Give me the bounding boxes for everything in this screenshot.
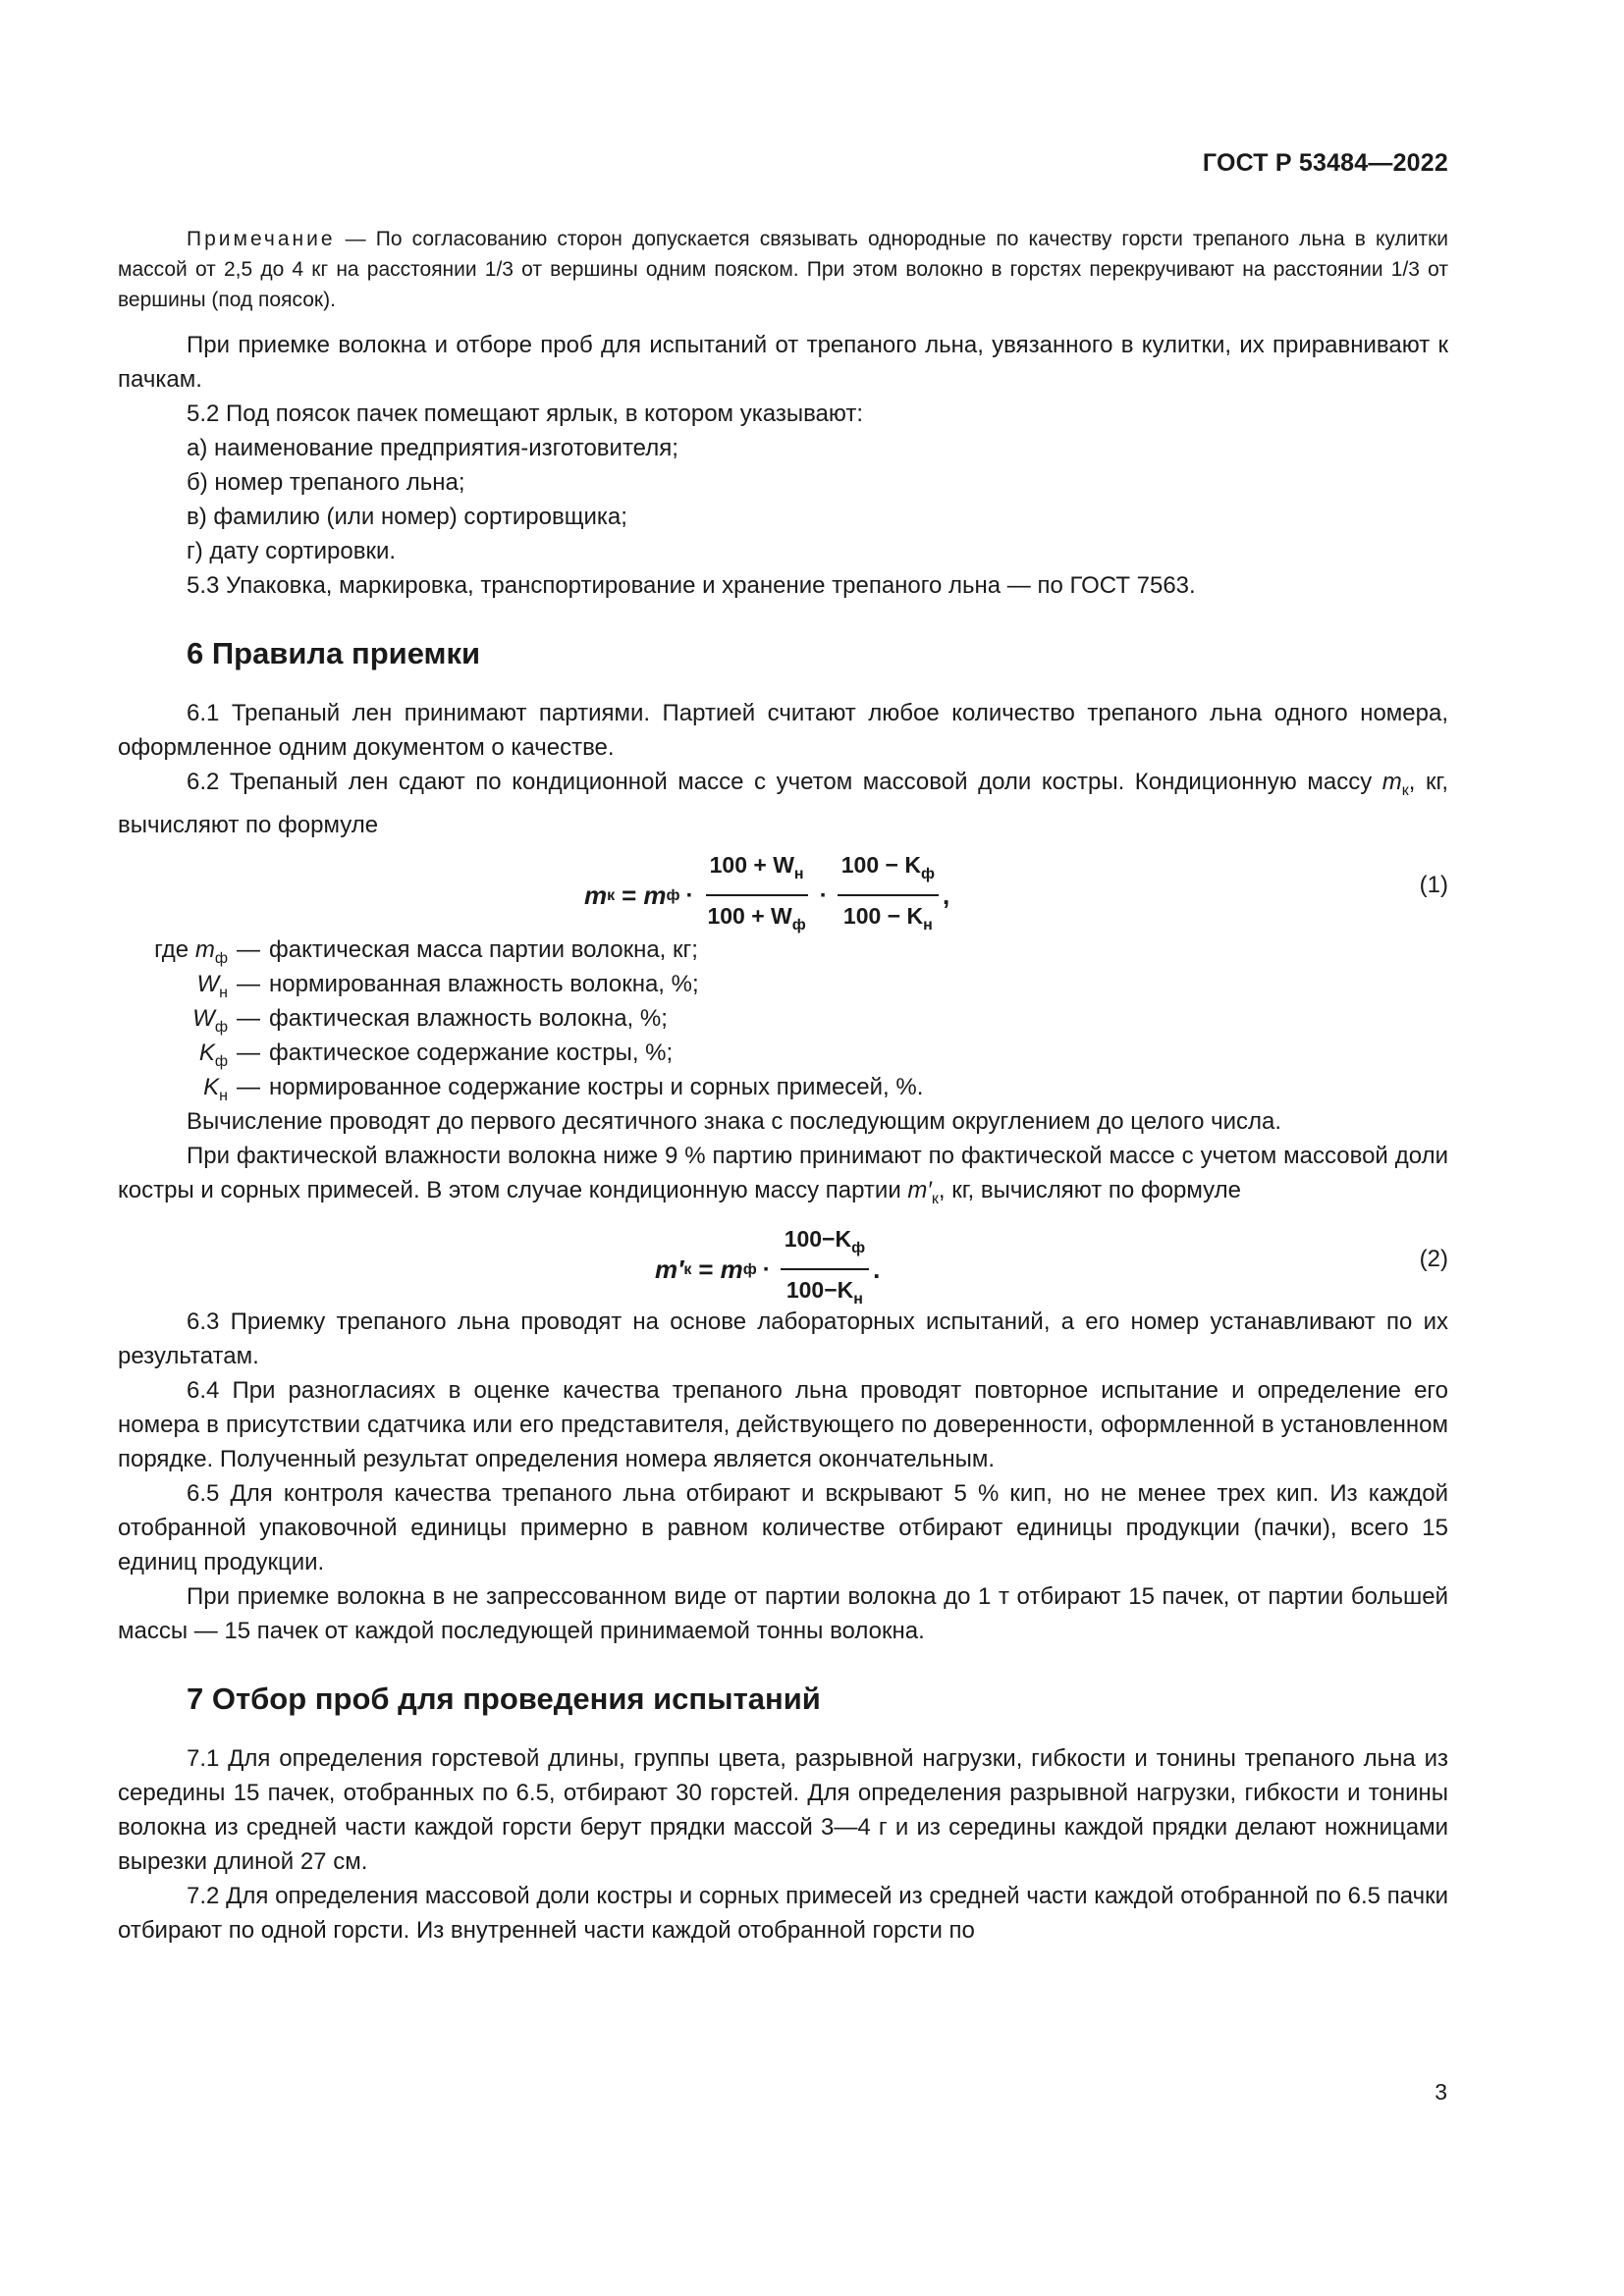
- formula-subscript: ф: [851, 1240, 866, 1256]
- formula-subscript: н: [853, 1291, 863, 1308]
- paragraph-7-1: 7.1 Для определения горстевой длины, группы цвета, разрывной нагрузки, гибкости и тонины трепаного льна из середины 15 пачек, отобранных по 6.5, отбирают 30 горстей. Для определения разрывной нагрузки, гибкости и тонины волокна из средней части каждой горсти берут прядки массой 3—4 г и из середины каждой прядки делают ножницами вырезки длиной 27 см.: [118, 1745, 1448, 1875]
- formula-symbol: m: [720, 1254, 743, 1284]
- paragraph-humidity: При фактической влажности волокна ниже 9 % партию принимают по фактической массе с учетом массовой доли костры и сорных примесей. В этом случае кондиционную массу партии $m'_к$, кг, вычисляют по формуле: [118, 1143, 1448, 1207]
- definition-symbol: K: [203, 1074, 220, 1100]
- fraction-numerator: 100−K: [784, 1226, 852, 1252]
- definition-row: $K_н$ — нормированное содержание костры и сорных примесей, %.: [118, 1070, 1448, 1104]
- fraction-numerator: 100 − K: [840, 852, 921, 878]
- variable-definitions: [118, 933, 1448, 1104]
- definition-symbol: W: [196, 971, 220, 997]
- note-text: — По согласованию сторон допускается связывать однородные по качеству горсти трепаного льна в кулитки массой от 2,5 до 4 кг на расстоянии 1/3 от вершины одним пояском. При этом волокно в горстях перекручивают на расстоянии 1/3 от вершины (под поясок).: [118, 228, 1448, 311]
- paragraph-6-2-text: 6.2 Трепаный лен сдают по кондиционной массе с учетом массовой доли костры. Кондиционную массу: [187, 769, 1373, 795]
- definition-text: фактическая масса партии волокна, кг;: [269, 936, 698, 963]
- definition-lead: где: [154, 936, 195, 963]
- definition-subscript: ф: [214, 1019, 228, 1036]
- definition-row: $K_ф$ — фактическое содержание костры, %;: [118, 1036, 1448, 1070]
- formula-subscript: к: [683, 1260, 692, 1278]
- definition-text: фактическая влажность волокна, %;: [269, 1005, 668, 1032]
- list-item: б) номер трепаного льна;: [187, 469, 465, 496]
- definition-subscript: н: [219, 1088, 228, 1104]
- note-label: Примечание: [187, 228, 336, 250]
- formula-equals: =: [698, 1254, 714, 1284]
- definition-symbol: m: [194, 936, 215, 963]
- fraction-kostra-2: [781, 1222, 869, 1316]
- fraction-numerator: 100 + W: [709, 852, 794, 878]
- list-item: а) наименование предприятия-изготовителя;: [187, 435, 678, 461]
- paragraph-7-2: 7.2 Для определения массовой доли костры и сорных примесей из средней части каждой отобранной по 6.5 пачки отбирают по одной горсти. Из внутренней части каждой отобранной горсти по: [118, 1883, 1448, 1944]
- definition-subscript: н: [219, 985, 228, 1001]
- fraction-humidity: [703, 848, 809, 942]
- formula-1: [118, 842, 1448, 934]
- paragraph-kulitki: При приемке волокна и отборе проб для испытаний от трепаного льна, увязанного в кулитки, их приравнивают к пачкам.: [118, 332, 1448, 393]
- paragraph-6-2: 6.2 Трепаный лен сдают по кондиционной массе с учетом массовой доли костры. Кондиционную массу $m_к$, кг, вычисляют по формуле: [118, 769, 1449, 838]
- page-number: 3: [1435, 2079, 1447, 2105]
- formula-equals: =: [622, 880, 637, 910]
- fraction-kostra: [838, 848, 939, 942]
- list-item: в) фамилию (или номер) сортировщика;: [187, 504, 627, 530]
- formula-1-expression: m к = m ф · $\frac{100 + W_н}{100 + W_ф}$ · $\frac{100 - K_ф}{100 - K_н}$ ,: [584, 848, 949, 942]
- formula-1-number: (1): [1419, 872, 1448, 898]
- definition-text: фактическое содержание костры, %;: [269, 1040, 674, 1066]
- formula-2-expression: m′ к = m ф · $\frac{100-K_ф}{100-K_н}$ .: [655, 1222, 880, 1316]
- definition-row: $W_ф$ — фактическая влажность волокна, %;: [118, 1001, 1448, 1036]
- formula-subscript: к: [607, 886, 616, 904]
- definition-row: $W_н$ — нормированная влажность волокна, %;: [118, 967, 1448, 1001]
- paragraph-calc: Вычисление проводят до первого десятичного знака с последующим округлением до целого числа.: [187, 1108, 1282, 1135]
- formula-symbol: m: [584, 880, 608, 910]
- paragraph-humidity-text: При фактической влажности волокна ниже 9 % партию принимают по фактической массе с учетом массовой доли костры и сорных примесей. В этом случае кондиционную массу партии: [118, 1143, 1448, 1203]
- fraction-denominator: 100 − K: [842, 903, 924, 929]
- formula-subscript: ф: [742, 1260, 757, 1278]
- formula-subscript: ф: [666, 886, 680, 904]
- formula-symbol: m: [643, 880, 667, 910]
- fraction-denominator: 100 + W: [707, 903, 792, 929]
- paragraph-5-2: 5.2 Под поясок пачек помещают ярлык, в котором указывают:: [187, 400, 864, 427]
- formula-2-number: (2): [1419, 1246, 1448, 1272]
- definition-symbol: W: [192, 1005, 215, 1032]
- mk-subscript: к: [1401, 782, 1409, 799]
- formula-subscript: ф: [791, 917, 806, 934]
- label-list: [187, 431, 1448, 568]
- paragraph-humidity-tail: , кг, вычисляют по формуле: [938, 1177, 1241, 1203]
- formula-subscript: н: [793, 866, 804, 882]
- definition-row: где $m_ф$ — фактическая масса партии волокна, кг;: [118, 933, 1448, 967]
- document-header: ГОСТ Р 53484—2022: [1202, 149, 1448, 177]
- paragraph-6-5b: При приемке волокна в не запрессованном виде от партии волокна до 1 т отбирают 15 пачек, от партии большей массы — 15 пачек от каждой последующей принимаемой тонны волокна.: [118, 1583, 1448, 1644]
- formula-subscript: ф: [920, 866, 935, 882]
- definition-subscript: ф: [214, 1053, 228, 1070]
- paragraph-6-1: 6.1 Трепаный лен принимают партиями. Партией считают любое количество трепаного льна одного номера, оформленное одним документом о качестве.: [118, 700, 1448, 761]
- mk-prime-subscript: к: [931, 1191, 939, 1207]
- section-7-heading: 7 Отбор проб для проведения испытаний: [187, 1682, 821, 1716]
- section-6-heading: 6 Правила приемки: [187, 636, 481, 670]
- definition-symbol: K: [198, 1040, 215, 1066]
- paragraph-6-2-tail: , кг, вычисляют по формуле: [118, 769, 1449, 838]
- list-item: г) дату сортировки.: [187, 538, 397, 564]
- formula-subscript: н: [923, 917, 933, 934]
- note: [118, 224, 1448, 315]
- definition-subscript: ф: [214, 950, 228, 967]
- paragraph-5-3: 5.3 Упаковка, маркировка, транспортирование и хранение трепаного льна — по ГОСТ 7563.: [187, 572, 1196, 599]
- definition-text: нормированное содержание костры и сорных примесей, %.: [269, 1074, 924, 1100]
- formula-2: [118, 1216, 1448, 1308]
- definition-text: нормированная влажность волокна, %;: [269, 971, 699, 997]
- fraction-denominator: 100−K: [785, 1277, 854, 1303]
- paragraph-6-3: 6.3 Приемку трепаного льна проводят на основе лабораторных испытаний, а его номер устанавливают по их результатам.: [118, 1308, 1448, 1369]
- paragraph-6-5: 6.5 Для контроля качества трепаного льна отбирают и вскрывают 5 % кип, но не менее трех кип. Из каждой отобранной упаковочной единицы примерно в равном количестве отбирают единицы продукции (пачки), всего 15 единиц продукции.: [118, 1480, 1448, 1575]
- document-body: [118, 224, 1448, 1948]
- paragraph-6-4: 6.4 При разногласиях в оценке качества трепаного льна проводят повторное испытание и определение его номера в присутствии сдатчика или его представителя, действующего по доверенности, оформленной в установленном порядке. Полученный результат определения номера является окончательным.: [118, 1377, 1448, 1472]
